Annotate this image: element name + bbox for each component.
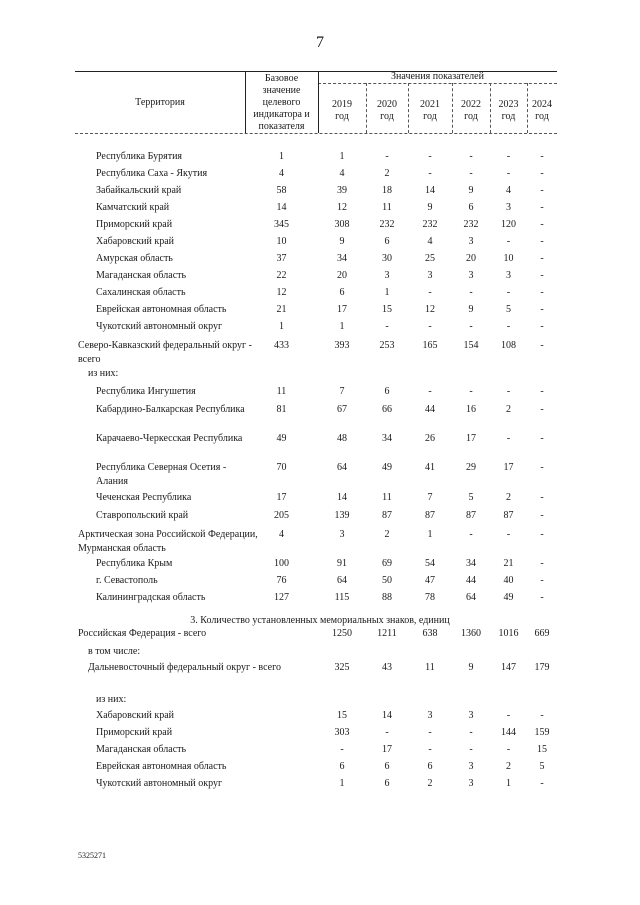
cell-year-value: - bbox=[506, 433, 511, 444]
cell-year-value: - bbox=[540, 287, 544, 298]
cell-year-value: 2 bbox=[506, 492, 511, 503]
header-base-line: индикатора и bbox=[253, 109, 310, 120]
cell-base-value: 58 bbox=[276, 185, 287, 196]
cell-year-value: 34 bbox=[337, 253, 347, 264]
cell-year-value: 87 bbox=[382, 510, 392, 521]
cell-year-value: 1016 bbox=[498, 628, 519, 639]
cell-base-value: 205 bbox=[274, 510, 289, 521]
cell-year-value: - bbox=[469, 727, 473, 738]
cell-year-value: 9 bbox=[468, 662, 474, 673]
cell-base-value: 100 bbox=[274, 558, 289, 569]
cell-base-value: 14 bbox=[276, 202, 287, 213]
cell-year-value: 12 bbox=[337, 202, 347, 213]
cell-year-value: 11 bbox=[425, 662, 435, 673]
cell-year-value: 64 bbox=[337, 462, 347, 473]
row-territory: из них: bbox=[96, 694, 127, 705]
row-territory: Ставропольский край bbox=[96, 510, 189, 521]
cell-year-value: 669 bbox=[534, 628, 550, 639]
cell-year-value: 44 bbox=[466, 575, 476, 586]
cell-year-value: 17 bbox=[503, 462, 514, 473]
cell-year-value: - bbox=[540, 168, 544, 179]
cell-year-value: 2 bbox=[506, 404, 511, 415]
cell-year-value: - bbox=[385, 727, 389, 738]
year-unit: год bbox=[380, 111, 394, 122]
cell-year-value: 88 bbox=[382, 592, 392, 603]
cell-year-value: 6 bbox=[339, 761, 345, 772]
cell-year-value: 15 bbox=[382, 304, 392, 315]
cell-year-value: 40 bbox=[503, 575, 514, 586]
year-number: 2021 bbox=[420, 99, 440, 110]
cell-year-value: - bbox=[540, 340, 544, 351]
header-base-line: значение bbox=[262, 85, 301, 96]
cell-year-value: - bbox=[540, 492, 544, 503]
cell-year-value: 67 bbox=[337, 404, 347, 415]
year-unit: год bbox=[423, 111, 437, 122]
header-base-line: целевого bbox=[262, 97, 301, 108]
year-number: 2019 bbox=[332, 99, 352, 110]
cell-year-value: 26 bbox=[425, 433, 435, 444]
cell-year-value: - bbox=[385, 321, 389, 332]
cell-year-value: - bbox=[540, 202, 544, 213]
cell-year-value: 147 bbox=[501, 662, 516, 673]
cell-year-value: 17 bbox=[337, 304, 347, 315]
cell-year-value: 232 bbox=[379, 219, 395, 230]
year-unit: год bbox=[501, 111, 516, 122]
cell-year-value: 1250 bbox=[332, 628, 352, 639]
cell-year-value: - bbox=[540, 236, 544, 247]
row-territory: Чукотский автономный округ bbox=[96, 778, 223, 789]
cell-base-value: 76 bbox=[276, 575, 287, 586]
cell-year-value: - bbox=[469, 287, 473, 298]
cell-year-value: 15 bbox=[337, 710, 347, 721]
cell-year-value: 253 bbox=[379, 340, 395, 351]
header-year bbox=[452, 99, 490, 123]
cell-year-value: 115 bbox=[334, 592, 350, 603]
cell-year-value: - bbox=[469, 529, 473, 540]
row-territory: Камчатский край bbox=[96, 202, 170, 213]
cell-base-value: 37 bbox=[276, 253, 287, 264]
cell-year-value: 139 bbox=[334, 510, 350, 521]
header-base-line: Базовое bbox=[264, 73, 299, 84]
cell-year-value: 5 bbox=[539, 761, 545, 772]
header-territory: Территория bbox=[135, 97, 185, 108]
cell-year-value: 15 bbox=[537, 744, 547, 755]
cell-year-value: 47 bbox=[425, 575, 435, 586]
cell-year-value: - bbox=[428, 386, 432, 397]
cell-year-value: 6 bbox=[468, 202, 474, 213]
cell-base-value: 4 bbox=[279, 529, 284, 540]
cell-year-value: - bbox=[506, 287, 511, 298]
cell-year-value: 232 bbox=[422, 219, 438, 230]
cell-year-value: - bbox=[540, 404, 544, 415]
cell-year-value: - bbox=[469, 744, 473, 755]
year-number: 2022 bbox=[461, 99, 481, 110]
cell-year-value: 6 bbox=[384, 761, 390, 772]
cell-year-value: 108 bbox=[501, 340, 516, 351]
year-number: 2024 bbox=[532, 99, 552, 110]
cell-year-value: 5 bbox=[506, 304, 511, 315]
cell-year-value: 1 bbox=[384, 287, 390, 298]
cell-year-value: 6 bbox=[384, 236, 390, 247]
cell-year-value: 144 bbox=[501, 727, 516, 738]
cell-year-value: 6 bbox=[384, 386, 390, 397]
row-territory: в том числе: bbox=[88, 646, 141, 657]
cell-base-value: 49 bbox=[276, 433, 287, 444]
cell-year-value: 6 bbox=[427, 761, 433, 772]
cell-year-value: - bbox=[506, 710, 511, 721]
cell-year-value: 3 bbox=[468, 270, 474, 281]
cell-year-value: - bbox=[540, 592, 544, 603]
cell-year-value: 9 bbox=[339, 236, 345, 247]
cell-year-value: 16 bbox=[466, 404, 476, 415]
cell-year-value: 49 bbox=[503, 592, 514, 603]
cell-year-value: 3 bbox=[427, 710, 433, 721]
cell-base-value: 70 bbox=[276, 462, 287, 473]
cell-year-value: 3 bbox=[427, 270, 433, 281]
cell-year-value: - bbox=[540, 510, 544, 521]
cell-year-value: 39 bbox=[337, 185, 347, 196]
cell-year-value: 2 bbox=[506, 761, 511, 772]
cell-year-value: 120 bbox=[501, 219, 516, 230]
cell-year-value: 41 bbox=[425, 462, 435, 473]
cell-year-value: 7 bbox=[427, 492, 433, 503]
cell-year-value: 49 bbox=[382, 462, 392, 473]
cell-year-value: 14 bbox=[425, 185, 435, 196]
cell-year-value: 91 bbox=[337, 558, 347, 569]
cell-year-value: - bbox=[540, 386, 544, 397]
cell-year-value: 20 bbox=[466, 253, 476, 264]
cell-year-value: 10 bbox=[503, 253, 514, 264]
cell-year-value: - bbox=[506, 151, 511, 162]
cell-year-value: 4 bbox=[427, 236, 433, 247]
cell-year-value: 5 bbox=[468, 492, 474, 503]
cell-year-value: 2 bbox=[384, 168, 390, 179]
row-territory: Республика Саха - Якутия bbox=[96, 168, 208, 179]
header-bottom-rule bbox=[75, 133, 557, 134]
cell-year-value: 1 bbox=[339, 778, 345, 789]
header-base-line: показателя bbox=[258, 121, 305, 132]
cell-year-value: 9 bbox=[427, 202, 433, 213]
header-year bbox=[318, 99, 366, 123]
cell-year-value: - bbox=[540, 462, 544, 473]
cell-year-value: 232 bbox=[463, 219, 479, 230]
cell-year-value: 1 bbox=[506, 778, 511, 789]
cell-year-value: - bbox=[540, 529, 544, 540]
cell-year-value: 325 bbox=[334, 662, 350, 673]
cell-year-value: 87 bbox=[425, 510, 435, 521]
cell-year-value: - bbox=[540, 270, 544, 281]
year-unit: год bbox=[535, 111, 549, 122]
row-territory: Республика Крым bbox=[96, 558, 173, 569]
cell-base-value: 81 bbox=[276, 404, 287, 415]
row-territory: Дальневосточный федеральный округ - всего bbox=[88, 662, 281, 673]
cell-year-value: - bbox=[428, 744, 432, 755]
cell-year-value: 64 bbox=[337, 575, 347, 586]
cell-year-value: - bbox=[540, 219, 544, 230]
year-number: 2020 bbox=[377, 99, 397, 110]
cell-year-value: - bbox=[540, 433, 544, 444]
cell-year-value: - bbox=[540, 151, 544, 162]
header-base-value bbox=[245, 73, 318, 133]
cell-year-value: 17 bbox=[382, 744, 392, 755]
cell-year-value: - bbox=[428, 287, 432, 298]
cell-base-value: 12 bbox=[276, 287, 287, 298]
cell-year-value: - bbox=[540, 304, 544, 315]
cell-year-value: 308 bbox=[334, 219, 350, 230]
row-territory: Республика Северная Осетия - Алания bbox=[96, 462, 227, 487]
cell-year-value: 34 bbox=[382, 433, 392, 444]
cell-year-value: - bbox=[506, 321, 511, 332]
cell-year-value: 12 bbox=[425, 304, 435, 315]
cell-year-value: 1 bbox=[339, 321, 345, 332]
cell-year-value: 29 bbox=[466, 462, 476, 473]
cell-year-value: 54 bbox=[425, 558, 435, 569]
cell-year-value: 66 bbox=[382, 404, 392, 415]
cell-year-value: - bbox=[506, 236, 511, 247]
cell-year-value: 1 bbox=[339, 151, 345, 162]
cell-year-value: 87 bbox=[466, 510, 476, 521]
cell-year-value: - bbox=[540, 710, 544, 721]
cell-base-value: 17 bbox=[276, 492, 287, 503]
cell-year-value: 3 bbox=[506, 202, 511, 213]
row-territory: Приморский край bbox=[96, 219, 173, 230]
row-territory: из них: bbox=[88, 368, 119, 379]
row-territory: Кабардино-Балкарская Республика bbox=[96, 404, 245, 415]
cell-year-value: 6 bbox=[384, 778, 390, 789]
cell-year-value: 69 bbox=[382, 558, 392, 569]
cell-year-value: 17 bbox=[466, 433, 476, 444]
row-territory: Хабаровский край bbox=[96, 236, 174, 247]
row-territory: Чукотский автономный округ bbox=[96, 321, 223, 332]
cell-year-value: - bbox=[428, 168, 432, 179]
cell-year-value: 3 bbox=[468, 710, 474, 721]
row-territory: Забайкальский край bbox=[96, 185, 182, 196]
row-territory: Арктическая зона Российской Федерации, Мурманская область bbox=[78, 529, 258, 554]
cell-year-value: 7 bbox=[339, 386, 345, 397]
row-territory: Магаданская область bbox=[96, 270, 187, 281]
row-territory: Республика Ингушетия bbox=[96, 386, 196, 397]
header-year bbox=[490, 99, 527, 123]
cell-year-value: 303 bbox=[334, 727, 350, 738]
cell-year-value: - bbox=[506, 168, 511, 179]
cell-year-value: - bbox=[428, 151, 432, 162]
row-territory: Приморский край bbox=[96, 727, 173, 738]
row-territory: Амурская область bbox=[96, 253, 173, 264]
cell-base-value: 21 bbox=[276, 304, 287, 315]
row-territory: Магаданская область bbox=[96, 744, 187, 755]
cell-year-value: 48 bbox=[337, 433, 347, 444]
row-territory: Еврейская автономная область bbox=[96, 304, 227, 315]
row-territory: Чеченская Республика bbox=[96, 492, 192, 503]
cell-year-value: 3 bbox=[339, 529, 345, 540]
cell-year-value: 14 bbox=[382, 710, 392, 721]
cell-year-value: - bbox=[506, 529, 511, 540]
cell-year-value: 30 bbox=[382, 253, 392, 264]
cell-year-value: 2 bbox=[427, 778, 433, 789]
cell-year-value: 3 bbox=[384, 270, 390, 281]
row-territory: Калининградская область bbox=[96, 592, 206, 603]
cell-year-value: 78 bbox=[425, 592, 435, 603]
cell-year-value: - bbox=[540, 253, 544, 264]
header-year bbox=[527, 99, 557, 123]
cell-year-value: - bbox=[469, 321, 473, 332]
cell-year-value: 3 bbox=[468, 236, 474, 247]
cell-year-value: 11 bbox=[382, 492, 392, 503]
row-territory: Сахалинская область bbox=[96, 287, 186, 298]
cell-year-value: 4 bbox=[339, 168, 345, 179]
cell-year-value: - bbox=[506, 744, 511, 755]
cell-year-value: 43 bbox=[382, 662, 392, 673]
cell-year-value: 44 bbox=[425, 404, 435, 415]
cell-base-value: 1 bbox=[279, 151, 284, 162]
year-unit: год bbox=[464, 111, 478, 122]
cell-year-value: 34 bbox=[466, 558, 476, 569]
cell-year-value: 3 bbox=[468, 761, 474, 772]
cell-year-value: 179 bbox=[534, 662, 550, 673]
cell-year-value: - bbox=[540, 558, 544, 569]
cell-year-value: - bbox=[469, 168, 473, 179]
cell-year-value: 4 bbox=[506, 185, 511, 196]
cell-year-value: 638 bbox=[422, 628, 438, 639]
document-code: 5325271 bbox=[78, 851, 106, 860]
cell-year-value: 159 bbox=[534, 727, 550, 738]
header-indicator-values: Значения показателей bbox=[391, 71, 484, 82]
cell-year-value: 87 bbox=[503, 510, 514, 521]
cell-year-value: 1211 bbox=[377, 628, 397, 639]
header-year bbox=[366, 99, 408, 123]
cell-base-value: 345 bbox=[274, 219, 289, 230]
cell-year-value: 165 bbox=[422, 340, 438, 351]
cell-year-value: 6 bbox=[339, 287, 345, 298]
row-territory: Еврейская автономная область bbox=[96, 761, 227, 772]
years-group-rule bbox=[318, 83, 557, 84]
cell-year-value: 18 bbox=[382, 185, 392, 196]
cell-year-value: 9 bbox=[468, 304, 474, 315]
cell-year-value: - bbox=[469, 386, 473, 397]
page-number: 7 bbox=[316, 34, 324, 51]
cell-year-value: 393 bbox=[334, 340, 350, 351]
cell-year-value: 154 bbox=[463, 340, 479, 351]
cell-base-value: 4 bbox=[279, 168, 284, 179]
cell-base-value: 11 bbox=[276, 386, 287, 397]
cell-year-value: 21 bbox=[503, 558, 514, 569]
row-territory: г. Севастополь bbox=[96, 575, 158, 586]
row-territory: Северо-Кавказский федеральный округ - всего bbox=[78, 340, 252, 365]
year-unit: год bbox=[335, 111, 349, 122]
cell-year-value: 50 bbox=[382, 575, 392, 586]
cell-year-value: - bbox=[506, 386, 511, 397]
cell-year-value: 20 bbox=[337, 270, 347, 281]
cell-year-value: - bbox=[540, 575, 544, 586]
cell-year-value: 14 bbox=[337, 492, 347, 503]
cell-year-value: 64 bbox=[466, 592, 476, 603]
cell-base-value: 433 bbox=[274, 340, 289, 351]
cell-year-value: - bbox=[469, 151, 473, 162]
cell-base-value: 127 bbox=[274, 592, 289, 603]
cell-base-value: 10 bbox=[276, 236, 287, 247]
section-title: 3. Количество установленных мемориальных знаков, единиц bbox=[190, 615, 450, 626]
cell-year-value: 3 bbox=[468, 778, 474, 789]
cell-year-value: - bbox=[540, 778, 544, 789]
cell-year-value: 1 bbox=[427, 529, 433, 540]
cell-base-value: 22 bbox=[276, 270, 287, 281]
cell-year-value: - bbox=[340, 744, 344, 755]
cell-base-value: 1 bbox=[279, 321, 284, 332]
cell-year-value: 9 bbox=[468, 185, 474, 196]
cell-year-value: - bbox=[385, 151, 389, 162]
cell-year-value: - bbox=[428, 321, 432, 332]
row-territory: Хабаровский край bbox=[96, 710, 174, 721]
cell-year-value: - bbox=[540, 321, 544, 332]
header-year bbox=[408, 99, 452, 123]
cell-year-value: 1360 bbox=[461, 628, 481, 639]
row-territory: Карачаево-Черкесская Республика bbox=[96, 433, 243, 444]
cell-year-value: 11 bbox=[382, 202, 392, 213]
row-territory: Российская Федерация - всего bbox=[78, 628, 207, 639]
cell-year-value: - bbox=[428, 727, 432, 738]
cell-year-value: 2 bbox=[384, 529, 390, 540]
cell-year-value: 3 bbox=[506, 270, 511, 281]
year-number: 2023 bbox=[498, 99, 519, 110]
row-territory: Республика Бурятия bbox=[96, 151, 183, 162]
cell-year-value: - bbox=[540, 185, 544, 196]
cell-year-value: 25 bbox=[425, 253, 435, 264]
